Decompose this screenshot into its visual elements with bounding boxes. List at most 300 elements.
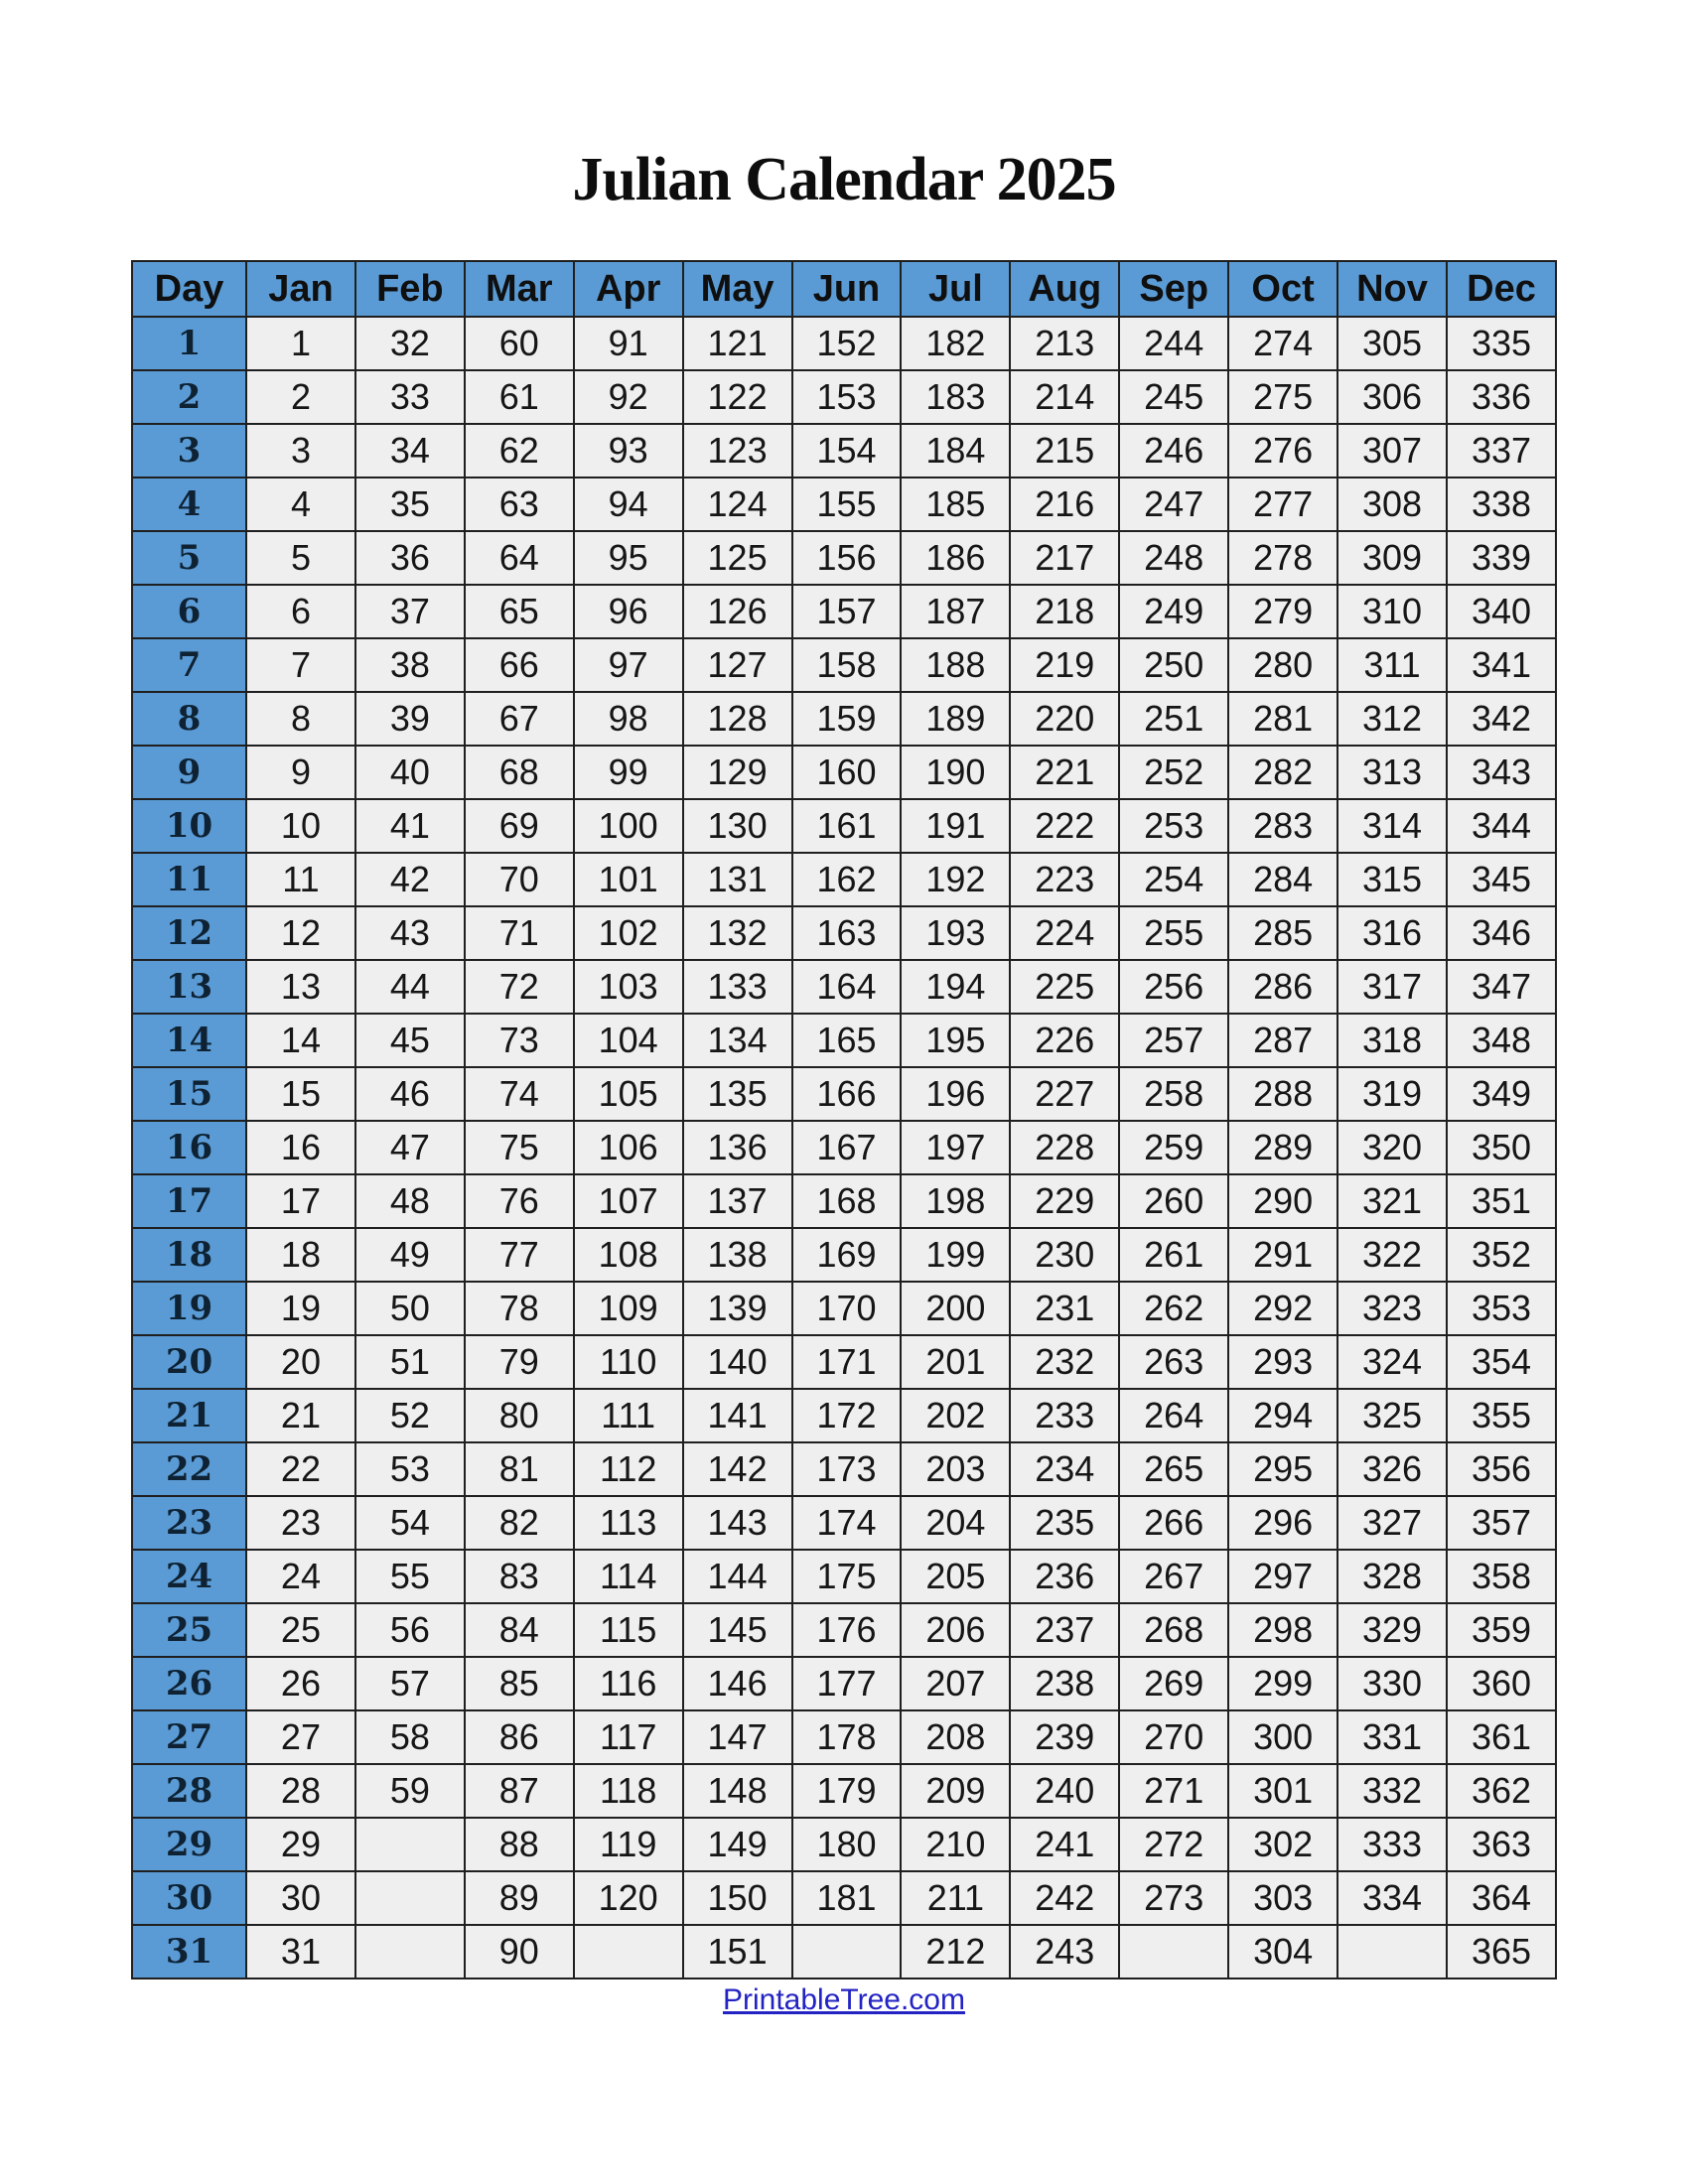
julian-day-cell: 243 (1010, 1925, 1119, 1979)
julian-day-cell: 353 (1447, 1282, 1556, 1335)
julian-day-cell: 18 (246, 1228, 355, 1282)
julian-day-cell: 26 (246, 1657, 355, 1710)
julian-day-cell: 242 (1010, 1871, 1119, 1925)
julian-day-cell: 3 (246, 424, 355, 478)
julian-day-cell: 262 (1119, 1282, 1228, 1335)
table-row (132, 1174, 1556, 1228)
julian-day-cell: 55 (355, 1550, 465, 1603)
julian-day-cell: 234 (1010, 1442, 1119, 1496)
julian-day-cell: 189 (901, 692, 1010, 746)
day-cell: 31 (132, 1925, 246, 1979)
julian-day-cell: 90 (465, 1925, 574, 1979)
julian-day-cell: 348 (1447, 1014, 1556, 1067)
julian-day-cell: 86 (465, 1710, 574, 1764)
julian-day-cell: 106 (574, 1121, 683, 1174)
julian-day-cell: 301 (1228, 1764, 1337, 1818)
day-cell: 9 (132, 746, 246, 799)
page-title: Julian Calendar 2025 (572, 146, 1116, 213)
table-row (132, 1228, 1556, 1282)
month-header-oct: Oct (1228, 261, 1337, 317)
julian-day-cell: 280 (1228, 638, 1337, 692)
julian-day-cell: 206 (901, 1603, 1010, 1657)
table-row (132, 1389, 1556, 1442)
julian-day-cell: 117 (574, 1710, 683, 1764)
julian-day-cell: 63 (465, 478, 574, 531)
julian-day-cell: 15 (246, 1067, 355, 1121)
julian-day-cell: 230 (1010, 1228, 1119, 1282)
julian-day-cell: 103 (574, 960, 683, 1014)
table-row (132, 1496, 1556, 1550)
julian-day-cell: 95 (574, 531, 683, 585)
julian-day-cell: 312 (1337, 692, 1447, 746)
julian-day-cell: 314 (1337, 799, 1447, 853)
julian-day-cell: 75 (465, 1121, 574, 1174)
julian-day-cell: 213 (1010, 317, 1119, 370)
julian-day-cell: 198 (901, 1174, 1010, 1228)
day-cell: 30 (132, 1871, 246, 1925)
julian-day-cell: 334 (1337, 1871, 1447, 1925)
julian-day-cell: 4 (246, 478, 355, 531)
julian-day-cell: 76 (465, 1174, 574, 1228)
day-cell: 8 (132, 692, 246, 746)
julian-day-cell: 318 (1337, 1014, 1447, 1067)
julian-day-cell: 56 (355, 1603, 465, 1657)
table-row (132, 1818, 1556, 1871)
day-cell: 5 (132, 531, 246, 585)
julian-day-cell: 284 (1228, 853, 1337, 906)
julian-day-cell: 43 (355, 906, 465, 960)
table-row (132, 424, 1556, 478)
julian-day-cell: 147 (683, 1710, 792, 1764)
julian-day-cell: 83 (465, 1550, 574, 1603)
julian-day-cell: 118 (574, 1764, 683, 1818)
julian-day-cell: 279 (1228, 585, 1337, 638)
julian-day-cell: 17 (246, 1174, 355, 1228)
julian-day-cell: 6 (246, 585, 355, 638)
julian-day-cell (574, 1925, 683, 1979)
julian-day-cell: 209 (901, 1764, 1010, 1818)
day-cell: 10 (132, 799, 246, 853)
julian-day-cell: 321 (1337, 1174, 1447, 1228)
table-row (132, 1657, 1556, 1710)
julian-day-cell: 42 (355, 853, 465, 906)
julian-day-cell (355, 1871, 465, 1925)
julian-day-cell: 276 (1228, 424, 1337, 478)
julian-day-cell: 317 (1337, 960, 1447, 1014)
julian-day-cell: 229 (1010, 1174, 1119, 1228)
julian-day-cell: 253 (1119, 799, 1228, 853)
julian-day-cell: 122 (683, 370, 792, 424)
julian-day-cell: 71 (465, 906, 574, 960)
julian-day-cell: 228 (1010, 1121, 1119, 1174)
julian-day-cell: 216 (1010, 478, 1119, 531)
julian-day-cell: 87 (465, 1764, 574, 1818)
julian-day-cell: 89 (465, 1871, 574, 1925)
julian-day-cell: 225 (1010, 960, 1119, 1014)
table-row (132, 960, 1556, 1014)
julian-day-cell: 127 (683, 638, 792, 692)
julian-day-cell: 196 (901, 1067, 1010, 1121)
julian-day-cell: 153 (792, 370, 902, 424)
julian-day-cell: 167 (792, 1121, 902, 1174)
julian-day-cell: 144 (683, 1550, 792, 1603)
julian-day-cell: 323 (1337, 1282, 1447, 1335)
julian-day-cell: 111 (574, 1389, 683, 1442)
julian-day-cell: 143 (683, 1496, 792, 1550)
julian-day-cell: 208 (901, 1710, 1010, 1764)
table-row (132, 1442, 1556, 1496)
julian-day-cell: 202 (901, 1389, 1010, 1442)
julian-day-cell: 66 (465, 638, 574, 692)
julian-day-cell: 332 (1337, 1764, 1447, 1818)
month-header-feb: Feb (355, 261, 465, 317)
julian-day-cell: 136 (683, 1121, 792, 1174)
julian-day-cell: 281 (1228, 692, 1337, 746)
julian-day-cell: 163 (792, 906, 902, 960)
julian-day-cell: 258 (1119, 1067, 1228, 1121)
julian-day-cell: 263 (1119, 1335, 1228, 1389)
julian-day-cell: 16 (246, 1121, 355, 1174)
julian-day-cell: 205 (901, 1550, 1010, 1603)
day-cell: 18 (132, 1228, 246, 1282)
julian-day-cell: 282 (1228, 746, 1337, 799)
julian-day-cell: 232 (1010, 1335, 1119, 1389)
julian-day-cell: 10 (246, 799, 355, 853)
julian-day-cell: 128 (683, 692, 792, 746)
julian-day-cell: 13 (246, 960, 355, 1014)
julian-day-cell: 240 (1010, 1764, 1119, 1818)
table-row (132, 1282, 1556, 1335)
julian-day-cell: 146 (683, 1657, 792, 1710)
julian-day-cell: 283 (1228, 799, 1337, 853)
julian-day-cell: 217 (1010, 531, 1119, 585)
julian-day-cell: 35 (355, 478, 465, 531)
julian-day-cell: 139 (683, 1282, 792, 1335)
month-header-nov: Nov (1337, 261, 1447, 317)
julian-day-cell: 248 (1119, 531, 1228, 585)
day-cell: 25 (132, 1603, 246, 1657)
julian-day-cell (355, 1818, 465, 1871)
header-row (132, 261, 1556, 317)
julian-day-cell: 126 (683, 585, 792, 638)
julian-day-cell: 224 (1010, 906, 1119, 960)
julian-day-cell: 73 (465, 1014, 574, 1067)
julian-day-cell: 14 (246, 1014, 355, 1067)
julian-day-cell: 347 (1447, 960, 1556, 1014)
julian-day-cell: 269 (1119, 1657, 1228, 1710)
day-cell: 12 (132, 906, 246, 960)
julian-day-cell: 123 (683, 424, 792, 478)
julian-day-cell: 49 (355, 1228, 465, 1282)
julian-day-cell: 99 (574, 746, 683, 799)
julian-day-cell: 109 (574, 1282, 683, 1335)
day-cell: 7 (132, 638, 246, 692)
julian-day-cell: 319 (1337, 1067, 1447, 1121)
julian-day-cell: 315 (1337, 853, 1447, 906)
julian-day-cell: 50 (355, 1282, 465, 1335)
julian-day-cell: 159 (792, 692, 902, 746)
julian-day-cell: 12 (246, 906, 355, 960)
julian-day-cell: 19 (246, 1282, 355, 1335)
julian-day-cell: 354 (1447, 1335, 1556, 1389)
julian-day-cell: 310 (1337, 585, 1447, 638)
julian-day-cell: 110 (574, 1335, 683, 1389)
julian-day-cell: 214 (1010, 370, 1119, 424)
julian-day-cell: 320 (1337, 1121, 1447, 1174)
julian-day-cell (1119, 1925, 1228, 1979)
julian-day-cell: 260 (1119, 1174, 1228, 1228)
julian-day-cell: 79 (465, 1335, 574, 1389)
julian-day-cell: 266 (1119, 1496, 1228, 1550)
table-row (132, 370, 1556, 424)
julian-day-cell: 182 (901, 317, 1010, 370)
table-row (132, 746, 1556, 799)
julian-day-cell: 200 (901, 1282, 1010, 1335)
julian-day-cell: 355 (1447, 1389, 1556, 1442)
day-cell: 15 (132, 1067, 246, 1121)
julian-day-cell: 130 (683, 799, 792, 853)
julian-day-cell: 274 (1228, 317, 1337, 370)
julian-day-cell: 220 (1010, 692, 1119, 746)
julian-day-cell: 308 (1337, 478, 1447, 531)
julian-day-cell: 145 (683, 1603, 792, 1657)
julian-day-cell: 261 (1119, 1228, 1228, 1282)
table-row (132, 317, 1556, 370)
julian-day-cell: 155 (792, 478, 902, 531)
julian-day-cell: 345 (1447, 853, 1556, 906)
julian-day-cell: 259 (1119, 1121, 1228, 1174)
julian-day-cell: 241 (1010, 1818, 1119, 1871)
julian-day-cell: 300 (1228, 1710, 1337, 1764)
julian-day-cell: 160 (792, 746, 902, 799)
julian-day-cell: 100 (574, 799, 683, 853)
julian-day-cell: 297 (1228, 1550, 1337, 1603)
julian-day-cell: 254 (1119, 853, 1228, 906)
julian-day-cell: 325 (1337, 1389, 1447, 1442)
julian-day-cell: 120 (574, 1871, 683, 1925)
julian-day-cell: 170 (792, 1282, 902, 1335)
day-cell: 2 (132, 370, 246, 424)
julian-day-cell: 162 (792, 853, 902, 906)
julian-day-cell: 166 (792, 1067, 902, 1121)
julian-day-cell: 273 (1119, 1871, 1228, 1925)
table-row (132, 799, 1556, 853)
julian-day-cell (1337, 1925, 1447, 1979)
julian-day-cell: 168 (792, 1174, 902, 1228)
julian-day-cell: 289 (1228, 1121, 1337, 1174)
julian-day-cell: 135 (683, 1067, 792, 1121)
julian-day-cell: 107 (574, 1174, 683, 1228)
julian-day-cell: 131 (683, 853, 792, 906)
day-column-header: Day (132, 261, 246, 317)
julian-day-cell: 81 (465, 1442, 574, 1496)
julian-day-cell: 287 (1228, 1014, 1337, 1067)
julian-day-cell: 9 (246, 746, 355, 799)
julian-day-cell: 295 (1228, 1442, 1337, 1496)
julian-day-cell: 152 (792, 317, 902, 370)
julian-day-cell: 244 (1119, 317, 1228, 370)
julian-day-cell: 296 (1228, 1496, 1337, 1550)
julian-day-cell: 364 (1447, 1871, 1556, 1925)
julian-day-cell: 173 (792, 1442, 902, 1496)
julian-day-cell: 92 (574, 370, 683, 424)
julian-day-cell: 27 (246, 1710, 355, 1764)
julian-day-cell: 327 (1337, 1496, 1447, 1550)
julian-day-cell: 85 (465, 1657, 574, 1710)
month-header-mar: Mar (465, 261, 574, 317)
julian-day-cell: 222 (1010, 799, 1119, 853)
julian-day-cell: 72 (465, 960, 574, 1014)
julian-day-cell: 38 (355, 638, 465, 692)
julian-day-cell: 165 (792, 1014, 902, 1067)
julian-day-cell: 183 (901, 370, 1010, 424)
julian-day-cell: 11 (246, 853, 355, 906)
julian-day-cell: 343 (1447, 746, 1556, 799)
julian-day-cell: 2 (246, 370, 355, 424)
julian-day-cell: 271 (1119, 1764, 1228, 1818)
julian-day-cell: 40 (355, 746, 465, 799)
julian-day-cell: 134 (683, 1014, 792, 1067)
julian-day-cell: 245 (1119, 370, 1228, 424)
julian-day-cell: 181 (792, 1871, 902, 1925)
julian-day-cell: 236 (1010, 1550, 1119, 1603)
julian-day-cell: 23 (246, 1496, 355, 1550)
julian-day-cell: 174 (792, 1496, 902, 1550)
julian-day-cell: 74 (465, 1067, 574, 1121)
julian-day-cell: 210 (901, 1818, 1010, 1871)
julian-day-cell: 112 (574, 1442, 683, 1496)
julian-day-cell: 193 (901, 906, 1010, 960)
day-cell: 20 (132, 1335, 246, 1389)
day-cell: 26 (132, 1657, 246, 1710)
julian-day-cell: 169 (792, 1228, 902, 1282)
julian-day-cell: 54 (355, 1496, 465, 1550)
julian-day-cell: 177 (792, 1657, 902, 1710)
julian-day-cell: 1 (246, 317, 355, 370)
julian-day-cell: 290 (1228, 1174, 1337, 1228)
julian-day-cell: 333 (1337, 1818, 1447, 1871)
julian-day-cell: 113 (574, 1496, 683, 1550)
julian-day-cell: 82 (465, 1496, 574, 1550)
julian-day-cell: 337 (1447, 424, 1556, 478)
julian-day-cell: 102 (574, 906, 683, 960)
printabletree-link[interactable]: PrintableTree.com (723, 1983, 965, 2016)
julian-day-cell: 52 (355, 1389, 465, 1442)
julian-day-cell: 176 (792, 1603, 902, 1657)
julian-day-cell: 302 (1228, 1818, 1337, 1871)
julian-day-cell: 294 (1228, 1389, 1337, 1442)
julian-day-cell: 142 (683, 1442, 792, 1496)
julian-day-cell: 108 (574, 1228, 683, 1282)
table-row (132, 1710, 1556, 1764)
julian-day-cell: 57 (355, 1657, 465, 1710)
julian-day-cell: 29 (246, 1818, 355, 1871)
julian-day-cell: 20 (246, 1335, 355, 1389)
julian-day-cell: 154 (792, 424, 902, 478)
julian-day-cell: 358 (1447, 1550, 1556, 1603)
julian-day-cell: 352 (1447, 1228, 1556, 1282)
julian-day-cell: 41 (355, 799, 465, 853)
julian-calendar-table (131, 260, 1557, 1979)
julian-day-cell: 21 (246, 1389, 355, 1442)
julian-day-cell: 285 (1228, 906, 1337, 960)
day-cell: 14 (132, 1014, 246, 1067)
julian-day-cell: 299 (1228, 1657, 1337, 1710)
julian-day-cell: 204 (901, 1496, 1010, 1550)
table-row (132, 638, 1556, 692)
julian-day-cell: 336 (1447, 370, 1556, 424)
month-header-jul: Jul (901, 261, 1010, 317)
julian-day-cell: 256 (1119, 960, 1228, 1014)
julian-day-cell: 151 (683, 1925, 792, 1979)
julian-day-cell: 121 (683, 317, 792, 370)
julian-day-cell: 227 (1010, 1067, 1119, 1121)
julian-day-cell: 275 (1228, 370, 1337, 424)
table-row (132, 1764, 1556, 1818)
julian-day-cell: 24 (246, 1550, 355, 1603)
julian-day-cell: 342 (1447, 692, 1556, 746)
julian-day-cell: 365 (1447, 1925, 1556, 1979)
julian-day-cell: 8 (246, 692, 355, 746)
julian-day-cell: 96 (574, 585, 683, 638)
julian-day-cell: 116 (574, 1657, 683, 1710)
julian-day-cell: 58 (355, 1710, 465, 1764)
julian-day-cell: 48 (355, 1174, 465, 1228)
julian-day-cell: 64 (465, 531, 574, 585)
julian-day-cell: 246 (1119, 424, 1228, 478)
julian-day-cell: 31 (246, 1925, 355, 1979)
julian-day-cell: 344 (1447, 799, 1556, 853)
day-cell: 21 (132, 1389, 246, 1442)
julian-day-cell: 268 (1119, 1603, 1228, 1657)
day-cell: 29 (132, 1818, 246, 1871)
julian-day-cell: 180 (792, 1818, 902, 1871)
julian-day-cell: 70 (465, 853, 574, 906)
day-cell: 13 (132, 960, 246, 1014)
julian-day-cell: 39 (355, 692, 465, 746)
julian-day-cell: 125 (683, 531, 792, 585)
julian-day-cell: 360 (1447, 1657, 1556, 1710)
julian-day-cell: 186 (901, 531, 1010, 585)
julian-day-cell: 237 (1010, 1603, 1119, 1657)
julian-day-cell: 306 (1337, 370, 1447, 424)
table-row (132, 585, 1556, 638)
table-row (132, 1550, 1556, 1603)
julian-day-cell: 199 (901, 1228, 1010, 1282)
julian-day-cell: 34 (355, 424, 465, 478)
julian-day-cell: 215 (1010, 424, 1119, 478)
julian-day-cell: 88 (465, 1818, 574, 1871)
julian-day-cell: 265 (1119, 1442, 1228, 1496)
julian-day-cell: 219 (1010, 638, 1119, 692)
julian-day-cell: 292 (1228, 1282, 1337, 1335)
julian-day-cell: 277 (1228, 478, 1337, 531)
julian-day-cell: 267 (1119, 1550, 1228, 1603)
julian-day-cell: 119 (574, 1818, 683, 1871)
julian-day-cell: 195 (901, 1014, 1010, 1067)
julian-day-cell: 44 (355, 960, 465, 1014)
julian-day-cell: 191 (901, 799, 1010, 853)
julian-day-cell: 226 (1010, 1014, 1119, 1067)
julian-day-cell: 270 (1119, 1710, 1228, 1764)
julian-day-cell: 349 (1447, 1067, 1556, 1121)
julian-day-cell: 156 (792, 531, 902, 585)
day-cell: 28 (132, 1764, 246, 1818)
julian-day-cell: 28 (246, 1764, 355, 1818)
day-cell: 24 (132, 1550, 246, 1603)
julian-day-cell: 223 (1010, 853, 1119, 906)
julian-day-cell: 114 (574, 1550, 683, 1603)
